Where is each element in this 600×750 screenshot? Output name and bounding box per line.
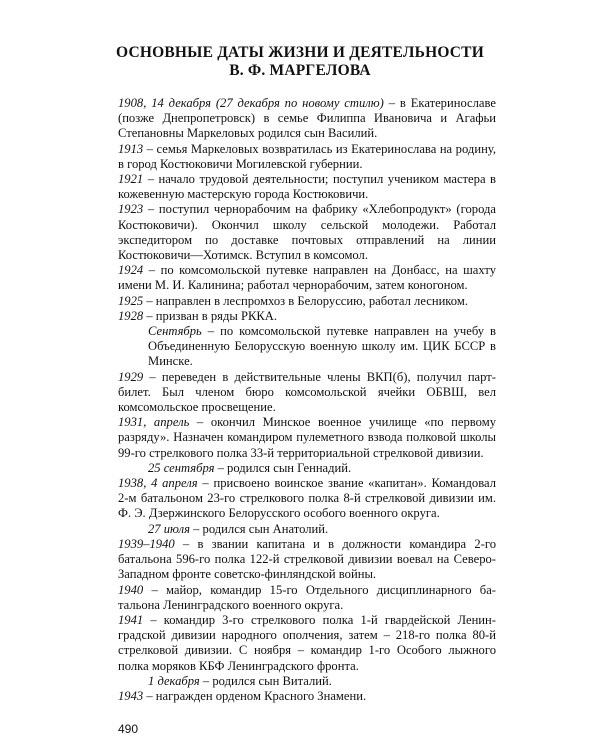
entry-text: – родился сын Виталий. bbox=[199, 673, 332, 688]
entry-text: – в Екатеринославе (позже Днепропетровск) в семье Филиппа Ивановича и Агафьи Степановны Маркеловых родился сын Василий. bbox=[118, 96, 496, 141]
entry-date: 1938, 4 апреля bbox=[118, 476, 198, 491]
entry-date: 1 декабря bbox=[148, 673, 200, 688]
entry-date: 1929 bbox=[118, 369, 144, 384]
entry-date: 1941 bbox=[118, 612, 144, 627]
chronology-entry bbox=[118, 583, 496, 613]
chronology-list bbox=[118, 96, 496, 704]
chronology-entry bbox=[118, 309, 496, 324]
entry-date: 1940 bbox=[118, 582, 144, 597]
entry-text: – по комсомольской путевке направлен на учебу в Объединенную Белорусскую военную школу им. ЦИК БССР в Минске. bbox=[148, 324, 496, 369]
entry-text: – майор, командир 15-го Отдельного дисциплинарного батальона Ленинградского военного округа. bbox=[118, 582, 496, 612]
chronology-entry bbox=[118, 522, 496, 537]
entry-text: – направлен в леспромхоз в Белоруссию, работал лесником. bbox=[143, 293, 468, 308]
chronology-entry bbox=[118, 613, 496, 674]
chronology-entry bbox=[118, 172, 496, 202]
page-number: 490 bbox=[118, 722, 139, 736]
entry-text: – родился сын Анатолий. bbox=[189, 521, 329, 536]
entry-text: – начало трудовой деятельности; поступил учеником мастера в кожевенную мастерскую города Костюковичи. bbox=[118, 172, 496, 202]
entry-date: 1931, апрель bbox=[118, 415, 190, 430]
chronology-entry bbox=[118, 294, 496, 309]
chronology-entry bbox=[118, 674, 496, 689]
entry-date: 1925 bbox=[118, 293, 144, 308]
entry-text: – окончил Минское военное училище «по первому разряду». Назначен командиром пулеметного взвода полковой школы 99-го стрелкового полка 33-й территориальной стрелковой дивизии. bbox=[118, 415, 496, 460]
entry-date: 27 июля bbox=[148, 521, 190, 536]
entry-date: 1943 bbox=[118, 688, 144, 703]
chronology-entry bbox=[118, 689, 496, 704]
entry-text: – родился сын Геннадий. bbox=[214, 460, 352, 475]
title-line-1: ОСНОВНЫЕ ДАТЫ ЖИЗНИ И ДЕЯТЕЛЬНОСТИ bbox=[116, 44, 484, 61]
entry-date: 1924 bbox=[118, 263, 144, 278]
entry-date: 1928 bbox=[118, 308, 144, 323]
chronology-entry bbox=[118, 324, 496, 370]
entry-date: Сентябрь bbox=[148, 324, 202, 339]
chronology-entry bbox=[118, 461, 496, 476]
chronology-entry bbox=[118, 476, 496, 522]
chronology-entry bbox=[118, 537, 496, 583]
entry-text: – по комсомольской путевке направлен на Донбасс, на шахту имени М. И. Калинина; работал чернорабочим, затем коногоном. bbox=[118, 263, 496, 293]
page-title bbox=[100, 44, 500, 80]
chronology-entry bbox=[118, 202, 496, 263]
title-line-2: В. Ф. МАРГЕЛОВА bbox=[229, 62, 371, 79]
entry-date: 1923 bbox=[118, 202, 144, 217]
entry-date: 1921 bbox=[118, 172, 144, 187]
entry-text: – призван в ряды РККА. bbox=[143, 308, 278, 323]
entry-text: – награжден орденом Красного Знамени. bbox=[143, 688, 367, 703]
entry-text: – переведен в действительные члены ВКП(б), получил партбилет. Был членом бюро комсомольской ячейки ОБВШ, вел комсомольское просвещение. bbox=[118, 369, 496, 415]
entry-date: 1939–1940 bbox=[118, 536, 175, 551]
entry-text: – семья Маркеловых возвратилась из Екатеринослава на родину, в город Костюковичи Могилевской губернии. bbox=[118, 141, 496, 171]
chronology-entry bbox=[118, 370, 496, 416]
entry-date: 25 сентября bbox=[148, 460, 215, 475]
entry-text: – в звании капитана и в должности командира 2-го батальона 596-го полка 122-й стрелковой дивизии воевал на Северо-Западном фронте советско-финляндской войны. bbox=[118, 536, 496, 582]
chronology-entry bbox=[118, 263, 496, 293]
entry-text: – командир 3-го стрелкового полка 1-й гвардейской Ленинградской дивизии народного ополчения, затем – 218-го полка 80-й стрелковой дивизии. С ноября – командир 1-го Особого лыжного полка моряков КБФ Ленинградского фронта. bbox=[118, 612, 496, 673]
chronology-entry bbox=[118, 415, 496, 461]
entry-date: 1908, 14 декабря (27 декабря по новому стилю) bbox=[118, 96, 384, 110]
entry-text: – поступил чернорабочим на фабрику «Хлебопродукт» (города Костюковичи). Окончил школу сельской молодежи. Работал экспедитором по доставке почтовых отправлений на линии Костюковичи—Хотимск. Вступил в комсомол. bbox=[118, 202, 496, 263]
entry-date: 1913 bbox=[118, 141, 144, 156]
chronology-entry bbox=[118, 142, 496, 172]
entry-text: – присвоено воинское звание «капитан». Командовал 2-м батальоном 23-го стрелкового полка 8-й стрелковой дивизии им. Ф. Э. Дзержинского Белорусского особого военного округа. bbox=[118, 476, 496, 521]
chronology-entry bbox=[118, 96, 496, 142]
